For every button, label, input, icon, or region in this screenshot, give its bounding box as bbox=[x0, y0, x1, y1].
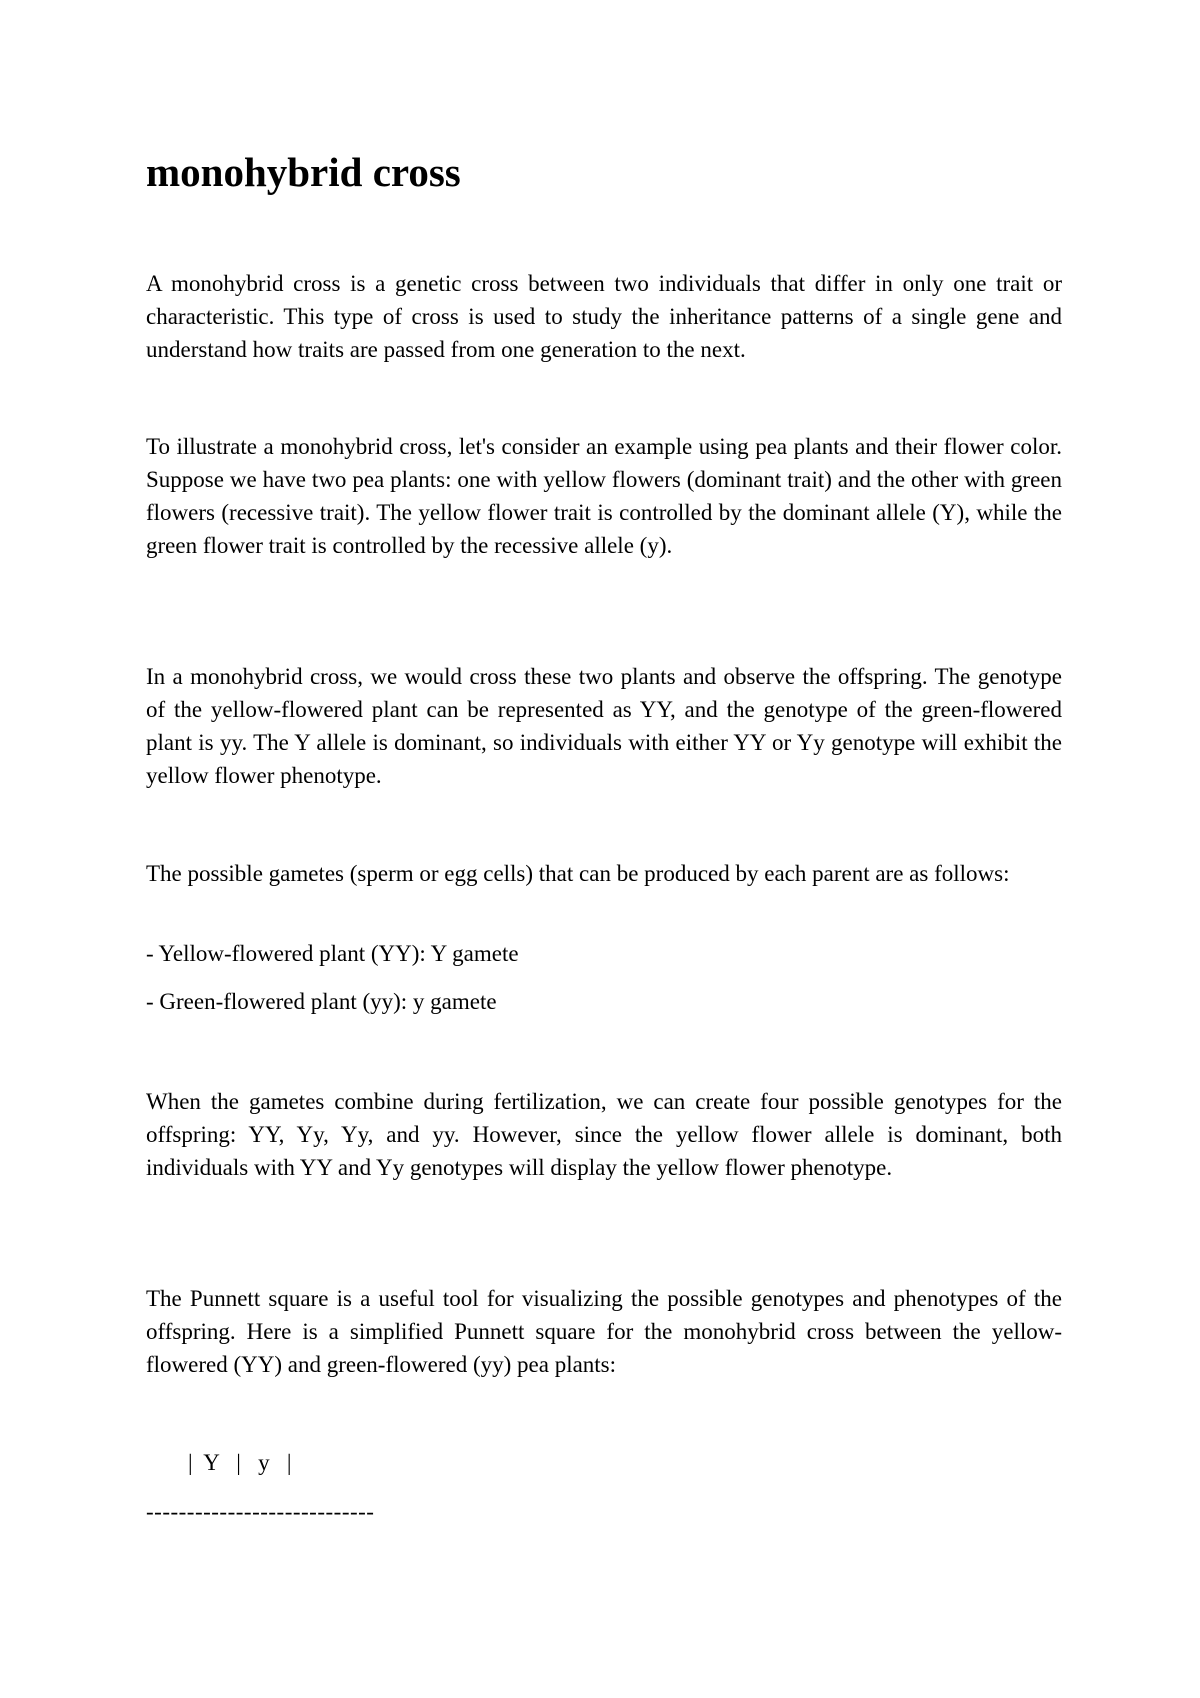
document-title: monohybrid cross bbox=[146, 149, 461, 195]
paragraph-definition: A monohybrid cross is a genetic cross between two individuals that differ in only one trait or characteristic. This type of cross is used to study the inheritance patterns of a single gene and understand how traits are passed from one generation to the next. bbox=[146, 271, 1062, 362]
paragraph-example: To illustrate a monohybrid cross, let's consider an example using pea plants and their flower color. Suppose we have two pea plants: one with yellow flowers (dominant trait) and the other with green flowers (recessive trait). The yellow flower trait is controlled by the dominant allele (Y), while the green flower trait is controlled by the recessive allele (y). bbox=[146, 434, 1062, 558]
paragraph-genotypes: In a monohybrid cross, we would cross these two plants and observe the offspring. The genotype of the yellow-flowered plant can be represented as YY, and the genotype of the green-flowered plant is yy. The Y allele is dominant, so individuals with either YY or Yy genotype will exhibit the yellow flower phenotype. bbox=[146, 664, 1062, 788]
paragraph-gametes: The possible gametes (sperm or egg cells) that can be produced by each parent are as follows: bbox=[146, 861, 1010, 886]
list-item-yellow-gamete: - Yellow-flowered plant (YY): Y gamete bbox=[146, 941, 519, 966]
punnett-square-header: | Y | y | bbox=[188, 1450, 292, 1475]
list-item-green-gamete: - Green-flowered plant (yy): y gamete bbox=[146, 989, 497, 1014]
punnett-square-divider: ---------------------------- bbox=[146, 1499, 375, 1524]
paragraph-fertilization: When the gametes combine during fertilization, we can create four possible genotypes for the offspring: YY, Yy, Yy, and yy. However, since the yellow flower allele is dominant, both individuals with YY and Yy genotypes will display the yellow flower phenotype. bbox=[146, 1089, 1062, 1180]
paragraph-punnett-intro: The Punnett square is a useful tool for visualizing the possible genotypes and phenotypes of the offspring. Here is a simplified Punnett square for the monohybrid cross between the yellow-flowered (YY) and green-flowered (yy) pea plants: bbox=[146, 1286, 1062, 1377]
